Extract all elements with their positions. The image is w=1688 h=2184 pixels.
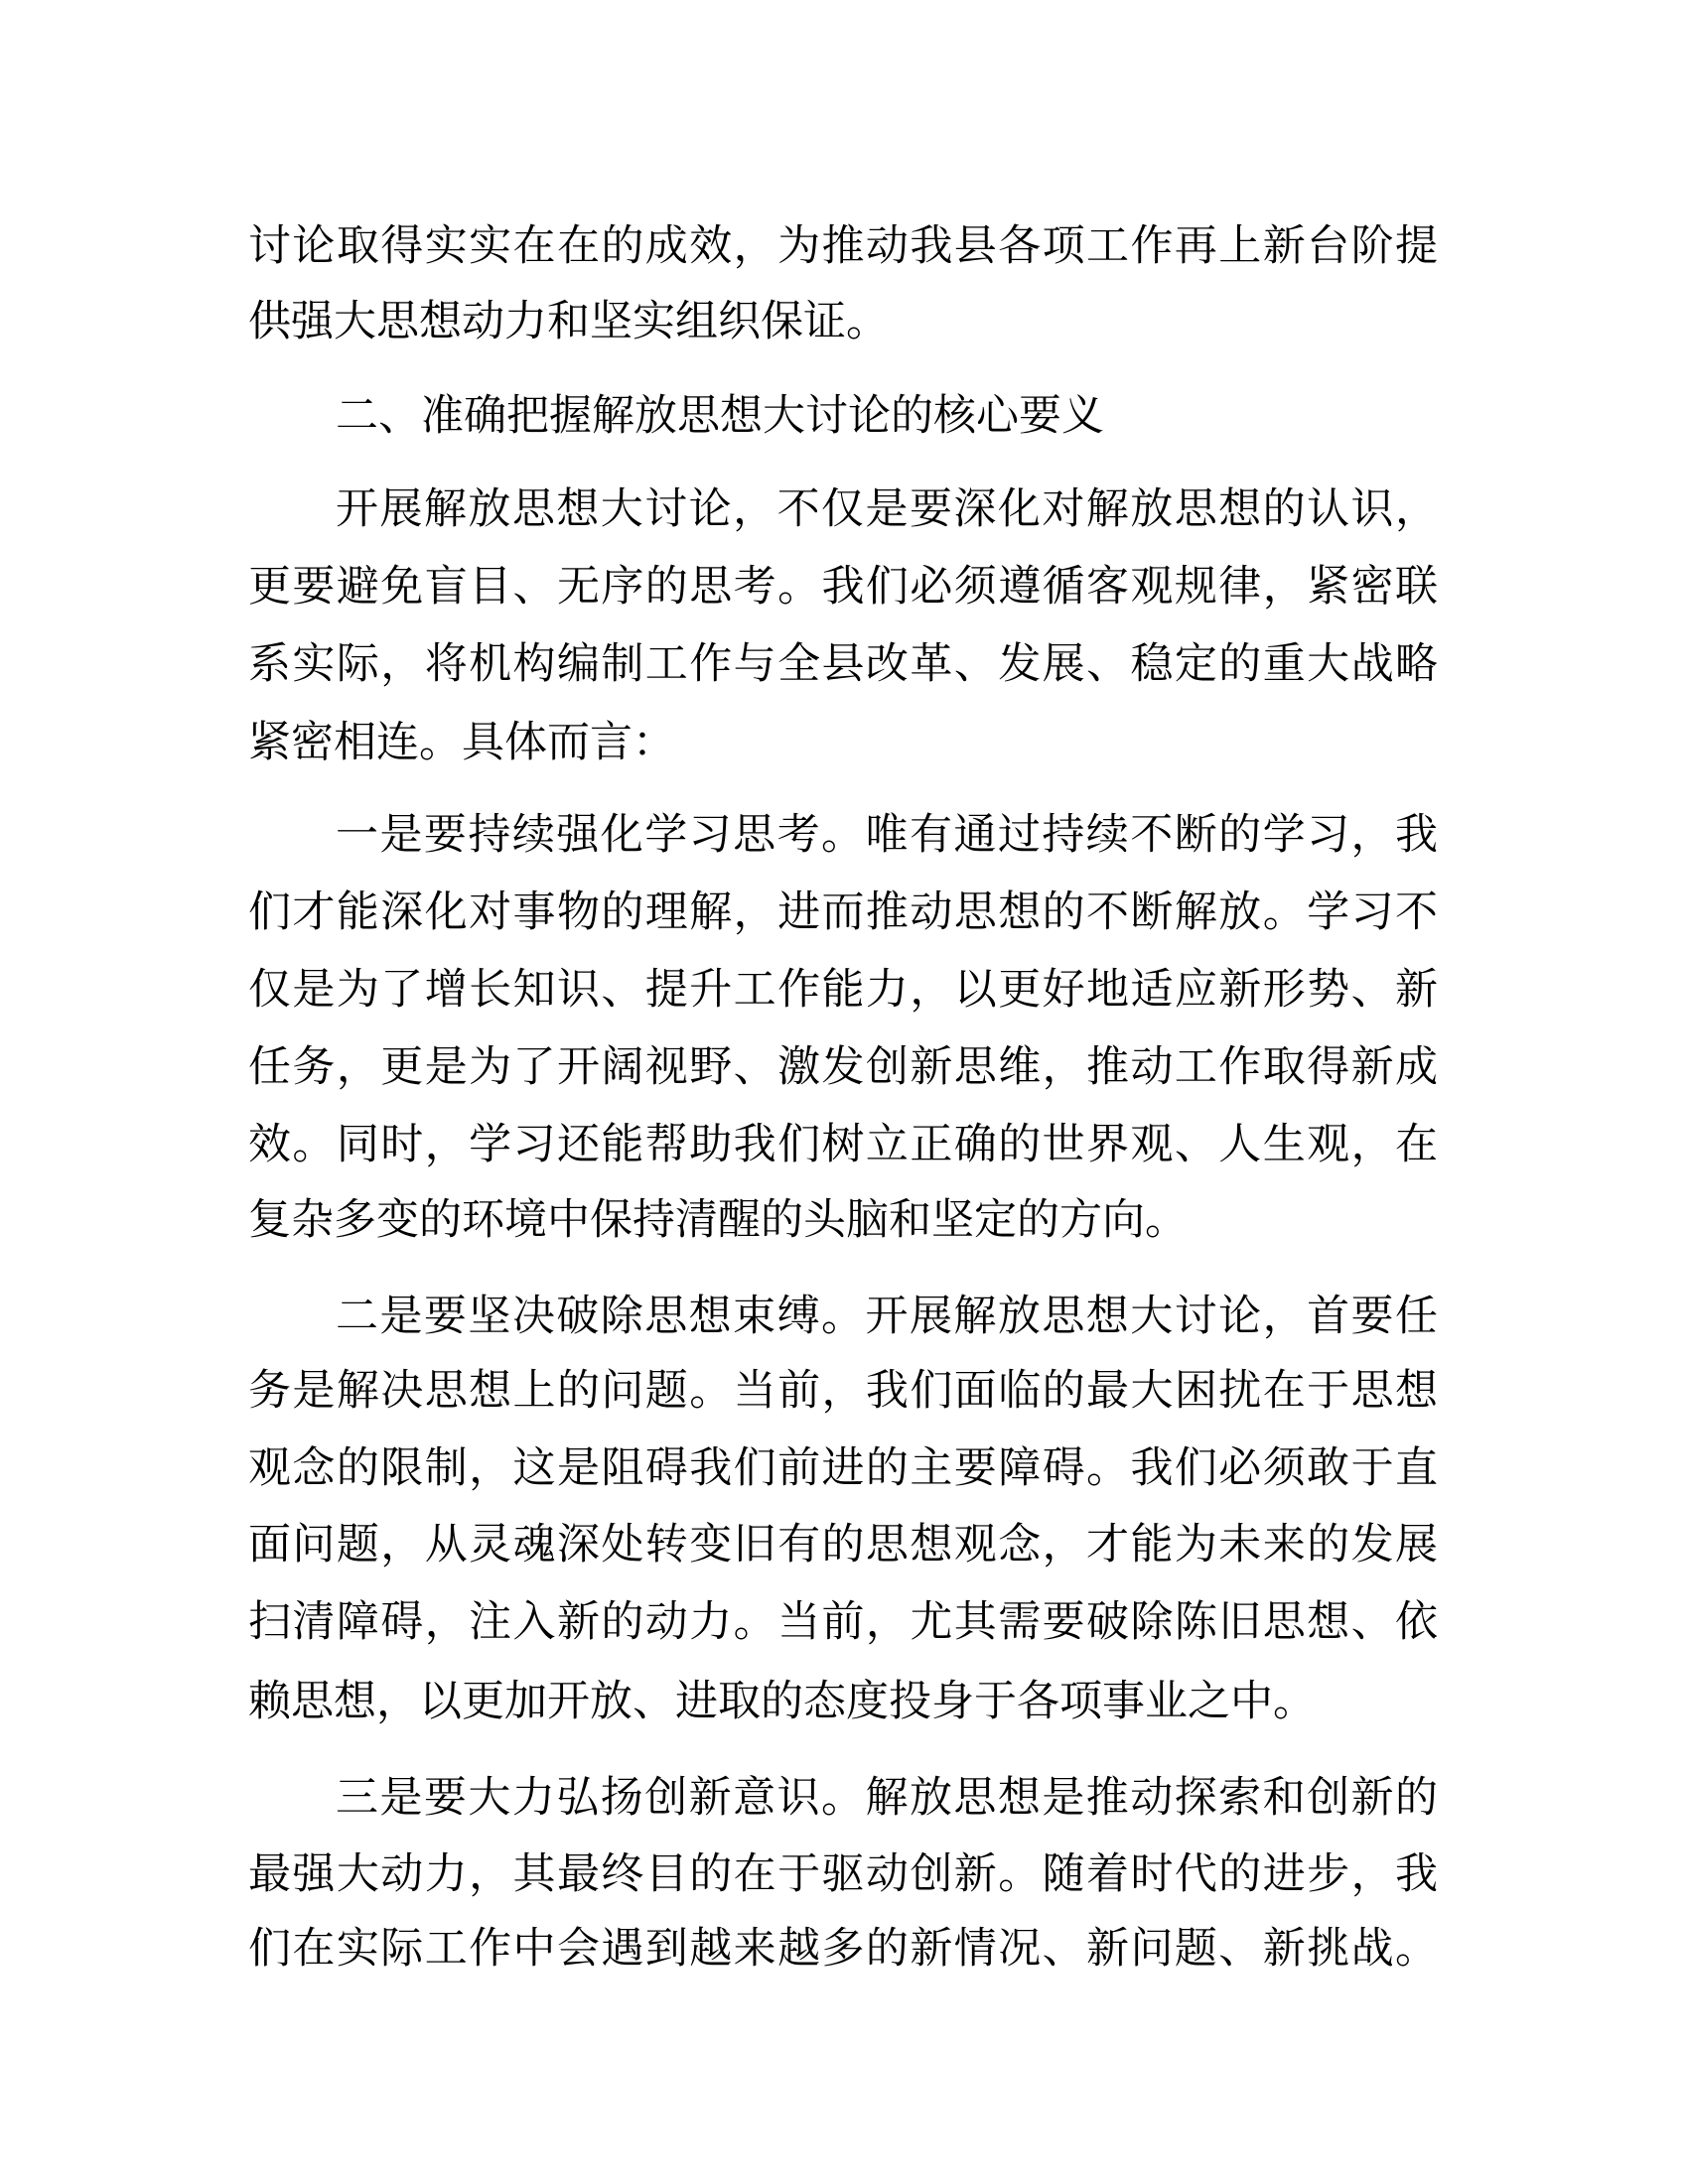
body-text-line: 讨论取得实实在在的成效，为推动我县各项工作再上新台阶提 — [248, 221, 1438, 271]
body-text-line: 务是解决思想上的问题。当前，我们面临的最大困扰在于思想 — [248, 1366, 1438, 1416]
body-text-line: 复杂多变的环境中保持清醒的头脑和坚定的方向。 — [248, 1195, 1188, 1245]
body-text-line: 面问题，从灵魂深处转变旧有的思想观念，才能为未来的发展 — [248, 1520, 1438, 1570]
body-text-line: 们在实际工作中会遇到越来越多的新情况、新问题、新挑战。 — [248, 1924, 1438, 1974]
body-text-line: 最强大动力，其最终目的在于驱动创新。随着时代的进步，我 — [248, 1849, 1438, 1899]
body-text-line: 们才能深化对事物的理解，进而推动思想的不断解放。学习不 — [248, 887, 1438, 937]
body-text-line: 扫清障碍，注入新的动力。当前，尤其需要破除陈旧思想、依 — [248, 1597, 1438, 1647]
body-text-line: 效。同时，学习还能帮助我们树立正确的世界观、人生观，在 — [248, 1120, 1438, 1169]
body-text-line: 开展解放思想大讨论，不仅是要深化对解放思想的认识， — [336, 484, 1438, 534]
body-text-line: 供强大思想动力和坚实组织保证。 — [248, 297, 889, 346]
body-text-line: 观念的限制，这是阻碍我们前进的主要障碍。我们必须敢于直 — [248, 1443, 1438, 1493]
body-text-line: 三是要大力弘扬创新意识。解放思想是推动探索和创新的 — [336, 1773, 1438, 1823]
body-text-line: 仅是为了增长知识、提升工作能力，以更好地适应新形势、新 — [248, 965, 1438, 1015]
body-text-line: 任务，更是为了开阔视野、激发创新思维，推动工作取得新成 — [248, 1042, 1438, 1092]
section-heading: 二、准确把握解放思想大讨论的核心要义 — [336, 391, 1104, 441]
body-text-line: 二是要坚决破除思想束缚。开展解放思想大讨论，首要任 — [336, 1292, 1438, 1341]
body-text-line: 更要避免盲目、无序的思考。我们必须遵循客观规律，紧密联 — [248, 562, 1438, 612]
body-text-line: 一是要持续强化学习思考。唯有通过持续不断的学习，我 — [336, 810, 1438, 860]
body-text-line: 紧密相连。具体而言： — [248, 718, 675, 767]
body-text-line: 赖思想，以更加开放、进取的态度投身于各项事业之中。 — [248, 1677, 1316, 1726]
body-text-line: 系实际，将机构编制工作与全县改革、发展、稳定的重大战略 — [248, 639, 1438, 689]
